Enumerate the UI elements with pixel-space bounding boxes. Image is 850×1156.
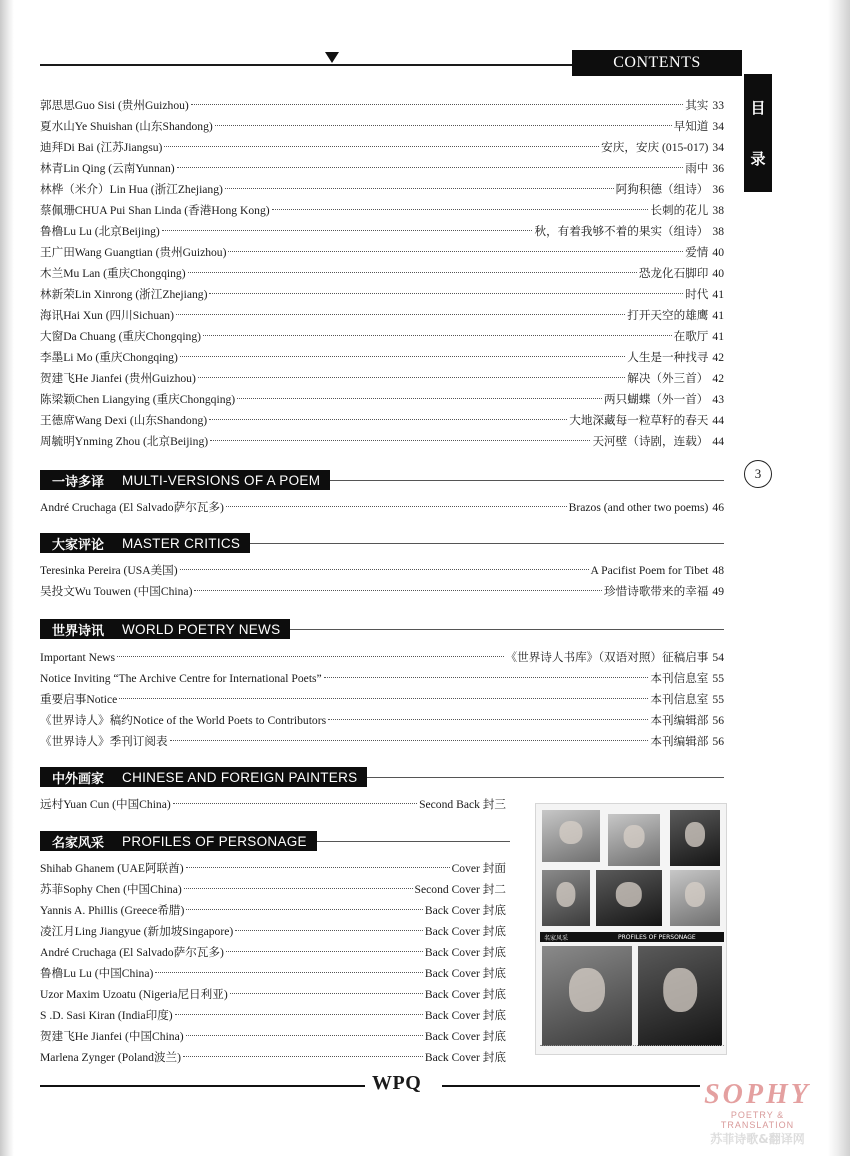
dot-leader: [226, 951, 423, 952]
entry-title: Brazos (and other two poems): [568, 501, 709, 514]
entry-author: 李墨Li Mo (重庆Chongqing): [40, 351, 178, 364]
entry-author: 《世界诗人》季刊订阅表: [40, 735, 168, 748]
entry-author: 王广田Wang Guangtian (贵州Guizhou): [40, 246, 227, 259]
entry-page: 33: [712, 99, 724, 112]
toc-entry: [40, 431, 724, 452]
entry-title: 在歌厅: [673, 330, 709, 343]
entry-title: 本刊信息室: [650, 693, 709, 706]
dot-leader: [230, 993, 423, 994]
toc-entry: [40, 731, 724, 752]
watermark-subtitle: POETRY & TRANSLATION: [720, 1110, 795, 1130]
entry-title: Second Back 封三: [419, 798, 506, 811]
collage-band-en: PROFILES OF PERSONAGE: [618, 933, 696, 941]
entry-author: 海讯Hai Xun (四川Sichuan): [40, 309, 174, 322]
dot-leader: [175, 1014, 423, 1015]
entry-title: 早知道: [673, 120, 709, 133]
entry-title: 大地深藏每一粒草籽的春天: [569, 414, 709, 427]
dot-leader: [183, 1056, 423, 1057]
entry-author: André Cruchaga (El Salvado萨尔瓦多): [40, 946, 224, 959]
profiles-toc: [40, 858, 510, 1068]
entry-author: 苏菲Sophy Chen (中国China): [40, 883, 182, 896]
footer-rule-right: [442, 1085, 700, 1087]
toc-entry: [40, 858, 510, 879]
dot-leader: [180, 569, 589, 570]
toc-entry: [40, 879, 510, 900]
section-title-en: MULTI-VERSIONS OF A POEM: [122, 472, 321, 488]
entry-author: Shihab Ghanem (UAE阿联酋): [40, 862, 184, 875]
entry-author: 木兰Mu Lan (重庆Chongqing): [40, 267, 186, 280]
page-number-text: 3: [754, 466, 762, 481]
side-char-2: 录: [750, 150, 766, 168]
profiles-photo-collage: [535, 803, 727, 1055]
entry-title: A Pacifist Poem for Tibet: [590, 564, 709, 577]
entry-page: 49: [712, 585, 724, 598]
entry-title: 恐龙化石脚印: [638, 267, 709, 280]
toc-entry: [40, 179, 724, 200]
entry-page: 38: [712, 225, 724, 238]
entry-page: 56: [712, 735, 724, 748]
contents-header: [572, 50, 742, 76]
dot-leader: [210, 440, 590, 441]
entry-page: 48: [712, 564, 724, 577]
entry-title: 阿狗积德（组诗）: [615, 183, 709, 196]
portrait-photo: [542, 946, 632, 1046]
entry-title: 珍惜诗歌带来的幸福: [604, 585, 709, 598]
toc-entry: [40, 710, 724, 731]
entry-title: 爱情: [685, 246, 709, 259]
dot-leader: [328, 719, 648, 720]
entry-page: 40: [712, 267, 724, 280]
entry-author: Notice Inviting “The Archive Centre for International Poets”: [40, 672, 322, 685]
entry-title: Back Cover 封底: [424, 988, 506, 1001]
dot-leader: [209, 419, 567, 420]
dot-leader: [194, 590, 602, 591]
entry-title: Back Cover 封底: [424, 946, 506, 959]
entry-title: 本刊编辑部: [650, 714, 709, 727]
dot-leader: [235, 930, 423, 931]
dot-leader: [209, 293, 683, 294]
entry-author: Important News: [40, 651, 116, 664]
side-tab-mulu: [744, 74, 772, 192]
entry-author: 大窗Da Chuang (重庆Chongqing): [40, 330, 202, 343]
entry-page: 55: [712, 672, 724, 685]
sophy-watermark: [695, 1080, 820, 1147]
entry-page: 36: [712, 162, 724, 175]
dot-leader: [176, 314, 625, 315]
entry-page: 42: [712, 372, 724, 385]
entry-author: 迪拜Di Bai (江苏Jiangsu): [40, 141, 163, 154]
section-header-profiles: [40, 831, 317, 851]
entry-author: 陈梁颖Chen Liangying (重庆Chongqing): [40, 393, 236, 406]
toc-entry: [40, 1005, 510, 1026]
triangle-marker-icon: [325, 52, 339, 63]
entry-author: 王德席Wang Dexi (山东Shandong): [40, 414, 208, 427]
dot-leader: [324, 677, 649, 678]
dot-leader: [225, 188, 614, 189]
section-title-cn: 大家评论: [52, 537, 105, 553]
entry-page: 56: [712, 714, 724, 727]
entry-title: 秋，有着我够不着的果实（组诗）: [534, 225, 709, 238]
entry-title: Second Cover 封二: [414, 883, 506, 896]
toc-entry: [40, 305, 724, 326]
entry-title: 两只蝴蝶（外一首）: [604, 393, 709, 406]
dot-leader: [186, 909, 422, 910]
entry-title: 解决（外三首）: [627, 372, 709, 385]
portrait-photo: [596, 870, 662, 926]
section-title-en: PROFILES OF PERSONAGE: [122, 833, 307, 849]
portrait-photo: [638, 946, 722, 1046]
entry-author: 林新荣Lin Xinrong (浙江Zhejiang): [40, 288, 208, 301]
toc-entry: [40, 200, 724, 221]
entry-author: 贺建飞He Jianfei (中国China): [40, 1030, 184, 1043]
watermark-logo: SOPHY: [704, 1079, 811, 1110]
entry-title: 《世界诗人书库》（双语对照）征稿启事: [505, 651, 709, 664]
side-char-1: 目: [750, 99, 766, 117]
painters-toc: [40, 794, 510, 815]
portrait-photo: [542, 870, 590, 926]
section-header-world-news: [40, 619, 290, 639]
toc-entry: [40, 326, 724, 347]
toc-entry: [40, 647, 724, 668]
toc-entry: [40, 368, 724, 389]
entry-title: 打开天空的雄鹰: [627, 309, 709, 322]
toc-entry: [40, 263, 724, 284]
section-title-cn: 中外画家: [52, 771, 105, 787]
dot-leader: [203, 335, 672, 336]
entry-title: 雨中: [685, 162, 709, 175]
entry-page: 46: [712, 501, 724, 514]
dot-leader: [119, 698, 648, 699]
dot-leader: [117, 656, 503, 657]
entry-author: André Cruchaga (El Salvado萨尔瓦多): [40, 501, 224, 514]
section-header-painters: [40, 767, 367, 787]
dot-leader: [272, 209, 649, 210]
dot-leader: [164, 146, 599, 147]
dot-leader: [215, 125, 672, 126]
toc-entry: [40, 794, 510, 815]
dot-leader: [226, 506, 567, 507]
toc-entry: [40, 984, 510, 1005]
entry-author: Yannis A. Phillis (Greece希腊): [40, 904, 185, 917]
dot-leader: [186, 867, 450, 868]
section-title-en: MASTER CRITICS: [122, 535, 241, 551]
entry-author: Uzor Maxim Uzoatu (Nigeria尼日利亚): [40, 988, 228, 1001]
toc-entry: [40, 116, 724, 137]
toc-entry: [40, 560, 724, 581]
entry-title: Back Cover 封底: [424, 925, 506, 938]
toc-entry: [40, 581, 724, 602]
contents-label: CONTENTS: [613, 54, 701, 71]
page-edge-shadow-right: [828, 0, 850, 1156]
entry-page: 42: [712, 351, 724, 364]
entry-page: 36: [712, 183, 724, 196]
portrait-photo: [670, 870, 720, 926]
section-title-en: CHINESE AND FOREIGN PAINTERS: [122, 769, 358, 785]
toc-entry: [40, 95, 724, 116]
entry-page: 41: [712, 309, 724, 322]
section-header-multi-versions: [40, 470, 330, 490]
entry-page: 34: [712, 141, 724, 154]
entry-author: 周毓明Ynming Zhou (北京Beijing): [40, 435, 209, 448]
entry-page: 44: [712, 414, 724, 427]
dot-leader: [155, 972, 423, 973]
entry-author: 郭思思Guo Sisi (贵州Guizhou): [40, 99, 189, 112]
entry-author: 林青Lin Qing (云南Yunnan): [40, 162, 175, 175]
entry-page: 54: [712, 651, 724, 664]
toc-entry: [40, 137, 724, 158]
dot-leader: [162, 230, 533, 231]
toc-entry: [40, 221, 724, 242]
entry-author: S .D. Sasi Kiran (India印度): [40, 1009, 173, 1022]
toc-entry: [40, 1026, 510, 1047]
entry-title: Back Cover 封底: [424, 1051, 506, 1064]
toc-entry: [40, 1047, 510, 1068]
entry-page: 41: [712, 330, 724, 343]
entry-author: Teresinka Pereira (USA美国): [40, 564, 178, 577]
section-title-en: WORLD POETRY NEWS: [122, 621, 281, 637]
entry-title: 人生是一种找寻: [627, 351, 709, 364]
entry-title: 本刊信息室: [650, 672, 709, 685]
toc-entry: [40, 900, 510, 921]
collage-band: [540, 932, 724, 942]
entry-title: Cover 封面: [451, 862, 506, 875]
portrait-photo: [670, 810, 720, 866]
dot-leader: [198, 377, 625, 378]
toc-entry: [40, 410, 724, 431]
toc-entry: [40, 284, 724, 305]
entry-title: 长刺的花儿: [650, 204, 709, 217]
entry-title: 天河壁（诗剧，连载）: [592, 435, 709, 448]
toc-entry: [40, 963, 510, 984]
dot-leader: [237, 398, 602, 399]
entry-page: 38: [712, 204, 724, 217]
entry-title: 时代: [685, 288, 709, 301]
entry-title: 安庆，安庆 (015-017): [601, 141, 709, 154]
page-number: [744, 460, 772, 488]
collage-caption: [540, 1045, 724, 1051]
entry-author: 贺建飞He Jianfei (贵州Guizhou): [40, 372, 196, 385]
dot-leader: [186, 1035, 423, 1036]
entry-title: Back Cover 封底: [424, 904, 506, 917]
toc-entry: [40, 158, 724, 179]
entry-page: 43: [712, 393, 724, 406]
entry-title: Back Cover 封底: [424, 1009, 506, 1022]
section-header-master-critics: [40, 533, 250, 553]
entry-author: 鲁橹Lu Lu (中国China): [40, 967, 154, 980]
entry-author: 远村Yuan Cun (中国China): [40, 798, 171, 811]
watermark-cn: 苏菲诗歌&翻译网: [710, 1132, 805, 1146]
dot-leader: [228, 251, 683, 252]
entry-title: 其实: [685, 99, 709, 112]
portrait-photo: [608, 814, 660, 866]
footer-label: WPQ: [372, 1072, 422, 1094]
entry-author: 凌江月Ling Jiangyue (新加坡Singapore): [40, 925, 234, 938]
master-critics-toc: [40, 560, 724, 602]
entry-title: 本刊编辑部: [650, 735, 709, 748]
portrait-photo: [542, 810, 600, 862]
entry-title: Back Cover 封底: [424, 967, 506, 980]
dot-leader: [180, 356, 625, 357]
dot-leader: [184, 888, 413, 889]
entry-page: 40: [712, 246, 724, 259]
multi-versions-toc: [40, 497, 724, 518]
entry-page: 55: [712, 693, 724, 706]
toc-entry: [40, 242, 724, 263]
entry-author: 夏水山Ye Shuishan (山东Shandong): [40, 120, 213, 133]
entry-page: 44: [712, 435, 724, 448]
entry-title: Back Cover 封底: [424, 1030, 506, 1043]
entry-author: Marlena Zynger (Poland波兰): [40, 1051, 182, 1064]
footer-rule-left: [40, 1085, 365, 1087]
toc-entry: [40, 921, 510, 942]
toc-entry: [40, 347, 724, 368]
entry-author: 蔡佩珊CHUA Pui Shan Linda (香港Hong Kong): [40, 204, 270, 217]
section-title-cn: 世界诗讯: [52, 623, 105, 639]
toc-entry: [40, 497, 724, 518]
poets-toc: [40, 95, 724, 452]
section-title-cn: 一诗多译: [52, 474, 105, 490]
dot-leader: [177, 167, 684, 168]
entry-author: 重要启事Notice: [40, 693, 118, 706]
toc-entry: [40, 389, 724, 410]
dot-leader: [188, 272, 637, 273]
toc-entry: [40, 689, 724, 710]
dot-leader: [170, 740, 649, 741]
entry-author: 林桦（米介）Lin Hua (浙江Zhejiang): [40, 183, 223, 196]
entry-author: 《世界诗人》稿约Notice of the World Poets to Contributors: [40, 714, 327, 727]
world-news-toc: [40, 647, 724, 752]
entry-page: 34: [712, 120, 724, 133]
entry-author: 鲁橹Lu Lu (北京Beijing): [40, 225, 160, 238]
entry-page: 41: [712, 288, 724, 301]
dot-leader: [191, 104, 683, 105]
collage-band-cn: 名家风采: [544, 934, 569, 942]
section-title-cn: 名家风采: [52, 835, 105, 851]
toc-entry: [40, 668, 724, 689]
toc-entry: [40, 942, 510, 963]
entry-author: 吴投文Wu Touwen (中国China): [40, 585, 193, 598]
dot-leader: [173, 803, 417, 804]
page-edge-shadow: [0, 0, 14, 1156]
